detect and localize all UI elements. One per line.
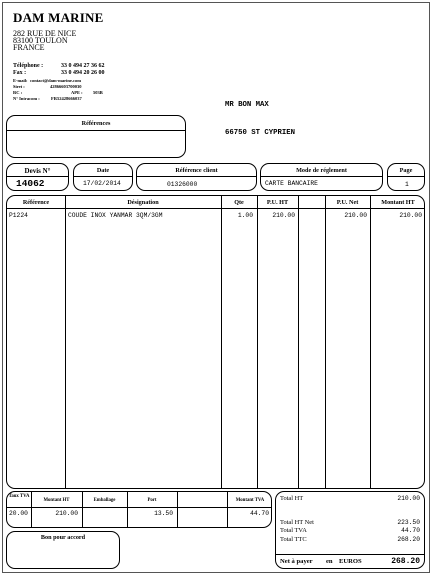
- invoice-page: [2, 2, 430, 573]
- date-value: 17/02/2014: [83, 180, 121, 187]
- net-a-payer-value: 268.20: [391, 557, 420, 566]
- tax-port-value: 13.50: [154, 510, 173, 517]
- tva-intra-label: N° Intracom :: [13, 96, 40, 101]
- total-ht-label: Total HT: [280, 495, 304, 502]
- col-pu-ht-header: P.U. HT: [266, 199, 289, 206]
- ape-label: APE :: [71, 90, 83, 95]
- table-row: [7, 212, 424, 220]
- tax-taux-value: 20.00: [9, 510, 28, 517]
- tax-montant-tva-value: 44.70: [250, 510, 269, 517]
- siret-label: Siret :: [13, 84, 25, 89]
- mode-label: Mode de réglement: [296, 167, 347, 174]
- ref-client-label: Référence client: [175, 167, 218, 174]
- page-label: Page: [399, 167, 413, 174]
- references-label: Références: [81, 120, 111, 127]
- total-ht-value: 210.00: [397, 495, 420, 502]
- currency-prefix: en: [326, 558, 333, 565]
- ref-client-box: [136, 163, 257, 191]
- tax-col-port-header: Port: [147, 498, 157, 503]
- row-designation: COUDE INOX YANMAR 3QM/3GM: [68, 212, 163, 219]
- fax-label: Fax :: [13, 70, 27, 76]
- devis-box: [6, 163, 69, 191]
- items-table: [6, 195, 425, 489]
- total-ttc-value: 268.20: [397, 536, 420, 543]
- client-city: 66750 ST CYPRIEN: [225, 129, 296, 137]
- col-montant-ht-header: Montant HT: [381, 199, 415, 206]
- tax-col-montant-ht-header: Montant HT: [43, 498, 70, 503]
- references-box: [6, 115, 186, 158]
- total-ht-net-value: 223.50: [397, 519, 420, 526]
- row-montant-ht: 210.00: [399, 212, 422, 219]
- total-ttc-label: Total TTC: [280, 536, 307, 543]
- row-reference: P1224: [9, 212, 28, 219]
- row-pu-ht: 210.00: [272, 212, 295, 219]
- devis-value: 14062: [16, 178, 45, 189]
- mode-value: CARTE BANCAIRE: [265, 180, 318, 187]
- devis-label: Devis N°: [24, 167, 51, 175]
- tax-montant-ht-value: 210.00: [55, 510, 78, 517]
- company-name: DAM MARINE: [13, 10, 104, 25]
- tva-intra-value: FR52428666037: [51, 96, 82, 101]
- email-value: contact@dam-marine.com: [30, 78, 82, 83]
- client-name: MR BON MAX: [225, 101, 269, 109]
- col-qte-header: Qte: [234, 199, 244, 206]
- tax-summary-table: [6, 491, 272, 528]
- page-number-box: [387, 163, 425, 191]
- col-pu-net-header: P.U. Net: [336, 199, 359, 206]
- page-value: 1: [405, 181, 409, 188]
- col-reference-header: Référence: [22, 199, 50, 206]
- totals-box: [275, 491, 425, 569]
- total-ht-net-label: Total HT Net: [280, 519, 314, 526]
- tax-col-emballage-header: Emballage: [93, 498, 116, 503]
- rc-label: RC :: [13, 90, 23, 95]
- net-a-payer-label: Net à payer: [280, 558, 313, 565]
- tax-col-taux-header: Taux TVA: [8, 494, 30, 499]
- ref-client-value: 01326000: [167, 181, 198, 188]
- mode-reglement-box: [260, 163, 383, 191]
- signature-label: Bon pour accord: [40, 534, 86, 541]
- email-label: E-mail:: [13, 78, 28, 83]
- total-tva-value: 44.70: [401, 527, 420, 534]
- col-designation-header: Désignation: [127, 199, 159, 206]
- phone-value: 33 0 494 27 36 62: [61, 63, 105, 69]
- total-tva-label: Total TVA: [280, 527, 307, 534]
- row-qte: 1.00: [237, 212, 253, 219]
- tax-col-montant-tva-header: Montant TVA: [235, 498, 265, 503]
- currency-label: EUROS: [339, 558, 362, 565]
- company-country: FRANCE: [13, 43, 45, 52]
- date-label: Date: [96, 167, 110, 174]
- ape-value: 503B: [93, 90, 103, 95]
- siret-value: 42866603700030: [50, 84, 82, 89]
- phone-label: Téléphone :: [13, 63, 44, 69]
- fax-value: 33 0 494 20 26 00: [61, 70, 105, 76]
- row-pu-net: 210.00: [344, 212, 367, 219]
- date-box: [73, 163, 133, 191]
- company-address-line2: 83100 TOULON: [13, 36, 68, 45]
- signature-box: [6, 531, 120, 569]
- company-address-line1: 282 RUE DE NICE: [13, 29, 77, 38]
